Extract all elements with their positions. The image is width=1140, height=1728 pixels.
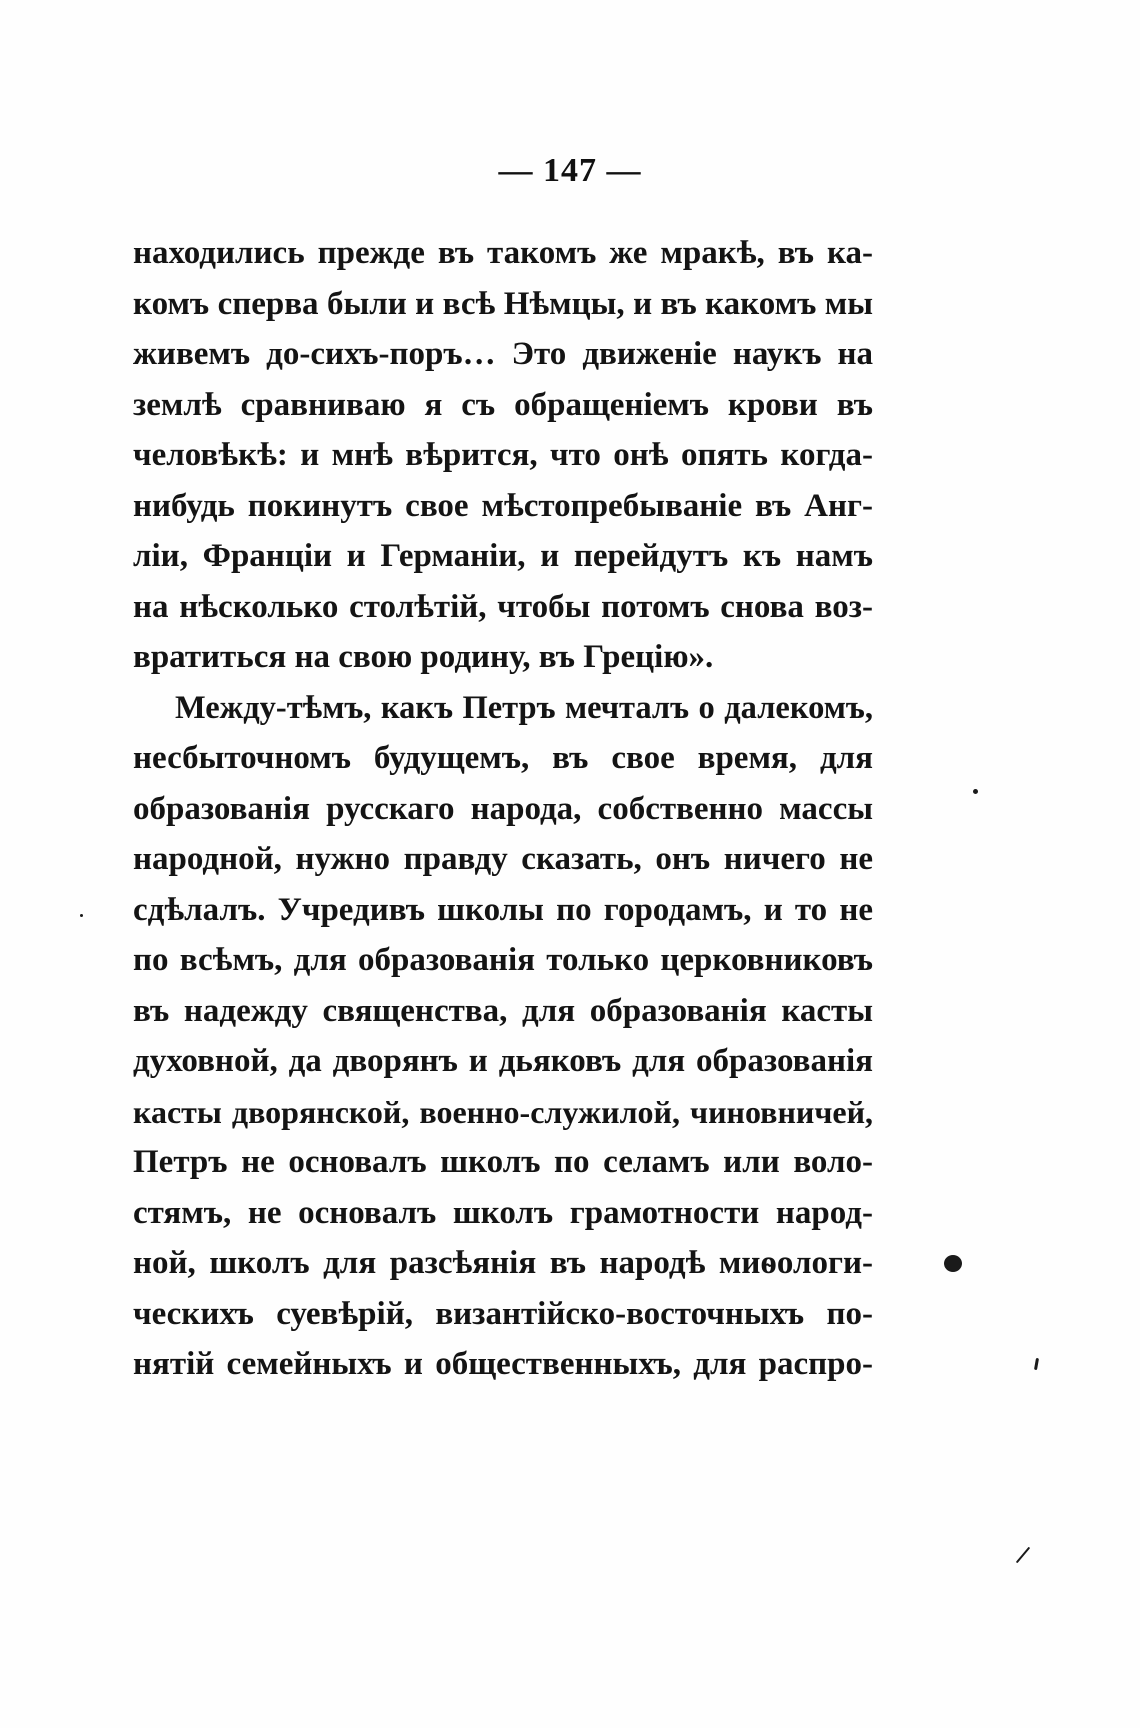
page-number: — 147 — xyxy=(498,152,642,189)
text-line: находились прежде въ такомъ же мракѣ, въ ка- xyxy=(133,235,873,271)
paragraph-1 xyxy=(133,228,873,683)
paragraph-2 xyxy=(133,683,873,1390)
ink-speck xyxy=(973,789,978,794)
text-line: ной, школъ для разсѣянія въ народѣ миѳологи- xyxy=(133,1245,873,1281)
text-line: касты дворянской, военно-служилой, чиновничей, xyxy=(133,1093,873,1130)
text-line: человѣкѣ: и мнѣ вѣрится, что онѣ опять когда- xyxy=(133,437,873,473)
ink-speck xyxy=(80,914,83,917)
text-line: землѣ сравниваю я съ обращеніемъ крови въ xyxy=(133,386,873,423)
text-line: стямъ, не основалъ школъ грамотности народ- xyxy=(133,1194,873,1231)
text-line: въ надежду священства, для образованія касты xyxy=(133,992,873,1029)
text-line: ліи, Франціи и Германіи, и перейдутъ къ намъ xyxy=(133,538,873,574)
text-line: несбыточномъ будущемъ, въ свое время, для xyxy=(133,740,873,776)
text-line: Между-тѣмъ, какъ Петръ мечталъ о далекомъ, xyxy=(175,689,873,726)
text-line: сдѣлалъ. Учредивъ школы по городамъ, и то не xyxy=(133,891,873,928)
ink-mark xyxy=(1034,1358,1039,1370)
pencil-mark xyxy=(1016,1547,1030,1564)
text-line: Петръ не основалъ школъ по селамъ или воло- xyxy=(133,1144,873,1180)
text-line: нятій семейныхъ и общественныхъ, для распро- xyxy=(133,1346,873,1382)
ink-blot xyxy=(944,1255,962,1272)
text-line: духовной, да дворянъ и дьяковъ для образованія xyxy=(133,1043,873,1079)
text-line: на нѣсколько столѣтій, чтобы потомъ снова воз- xyxy=(133,588,873,625)
text-line: народной, нужно правду сказать, онъ ничего не xyxy=(133,841,873,877)
text-line: комъ сперва были и всѣ Нѣмцы, и въ какомъ мы xyxy=(133,285,873,322)
body-text xyxy=(133,228,873,1390)
text-line: нибудь покинутъ свое мѣстопребываніе въ Анг- xyxy=(133,487,873,524)
text-line: живемъ до-сихъ-поръ… Это движеніе наукъ на xyxy=(133,336,873,372)
text-line: ческихъ суевѣрій, византійско-восточныхъ по- xyxy=(133,1295,873,1332)
text-line: образованія русскаго народа, собственно массы xyxy=(133,790,873,827)
text-line: вратиться на свою родину, въ Грецію». xyxy=(133,639,714,675)
text-line: по всѣмъ, для образованія только церковниковъ xyxy=(133,942,873,978)
